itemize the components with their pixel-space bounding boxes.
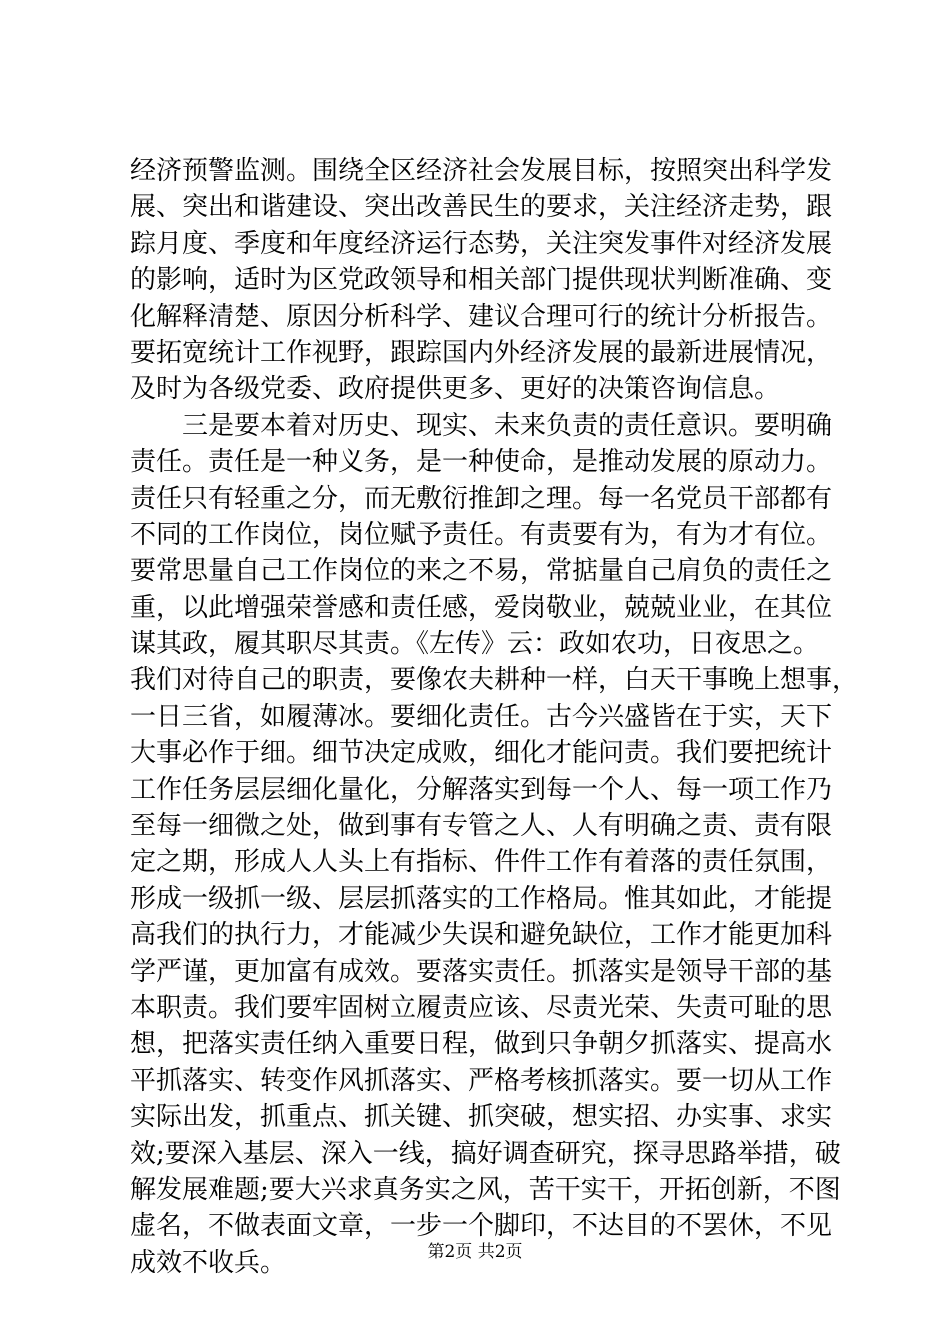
text-line: 工作任务层层细化量化，分解落实到每一个人、每一项工作乃	[130, 774, 833, 805]
text-line: 经济预警监测。围绕全区经济社会发展目标，按照突出科学发	[130, 156, 833, 186]
text-line: 重，以此增强荣誉感和责任感，爱岗敬业，兢兢业业，在其位	[130, 592, 833, 623]
text-line: 定之期，形成人人头上有指标、件件工作有着落的责任氛围，	[130, 847, 833, 878]
text-line: 解发展难题;要大兴求真务实之风，苦干实干，开拓创新，不图	[130, 1174, 841, 1205]
text-line: 虚名，不做表面文章，一步一个脚印，不达目的不罢休，不见	[130, 1211, 833, 1242]
text-line: 我们对待自己的职责，要像农夫耕种一样，白天干事晚上想事，	[130, 665, 859, 696]
text-line: 效;要深入基层、深入一线，搞好调查研究，探寻思路举措，破	[130, 1138, 841, 1169]
text-line: 一日三省，如履薄冰。要细化责任。古今兴盛皆在于实，天下	[130, 701, 833, 732]
text-line: 实际出发，抓重点、抓关键、抓突破，想实招、办实事、求实	[130, 1102, 833, 1133]
text-line: 高我们的执行力，才能减少失误和避免缺位，工作才能更加科	[130, 920, 833, 951]
text-line: 学严谨，更加富有成效。要落实责任。抓落实是领导干部的基	[130, 956, 833, 987]
text-line: 及时为各级党委、政府提供更多、更好的决策咨询信息。	[130, 374, 781, 405]
text-line: 平抓落实、转变作风抓落实、严格考核抓落实。要一切从工作	[130, 1065, 833, 1096]
page-number-footer: 第2页 共2页	[427, 1242, 523, 1262]
text-line: 化解释清楚、原因分析科学、建议合理可行的统计分析报告。	[130, 301, 833, 332]
text-line: 至每一细微之处，做到事有专管之人、人有明确之责、责有限	[130, 811, 833, 842]
text-line: 责任。责任是一种义务，是一种使命，是推动发展的原动力。	[130, 447, 833, 478]
text-line: 想，把落实责任纳入重要日程，做到只争朝夕抓落实、提高水	[130, 1029, 833, 1060]
text-line: 踪月度、季度和年度经济运行态势，关注突发事件对经济发展	[130, 228, 833, 259]
text-line: 成效不收兵。	[130, 1247, 287, 1278]
text-line: 形成一级抓一级、层层抓落实的工作格局。惟其如此，才能提	[130, 883, 833, 914]
text-line: 本职责。我们要牢固树立履责应该、尽责光荣、失责可耻的思	[130, 992, 833, 1023]
text-line: 谋其政，履其职尽其责。《左传》云：政如农功，日夜思之。	[130, 629, 820, 660]
text-line: 不同的工作岗位，岗位赋予责任。有责要有为，有为才有位。	[130, 519, 833, 550]
text-line: 要拓宽统计工作视野，跟踪国内外经济发展的最新进展情况，	[130, 337, 833, 368]
text-line: 展、突出和谐建设、突出改善民生的要求，关注经济走势，跟	[130, 192, 833, 223]
text-line: 要常思量自己工作岗位的来之不易，常掂量自己肩负的责任之	[130, 556, 833, 587]
text-line: 大事必作于细。细节决定成败，细化才能问责。我们要把统计	[130, 738, 833, 769]
text-line: 责任只有轻重之分，而无敷衍推卸之理。每一名党员干部都有	[130, 483, 833, 514]
text-line: 的影响，适时为区党政领导和相关部门提供现状判断准确、变	[130, 265, 833, 296]
document-body	[130, 153, 859, 1281]
paragraph-first-line: 三是要本着对历史、现实、未来负责的责任意识。要明确	[182, 410, 833, 441]
